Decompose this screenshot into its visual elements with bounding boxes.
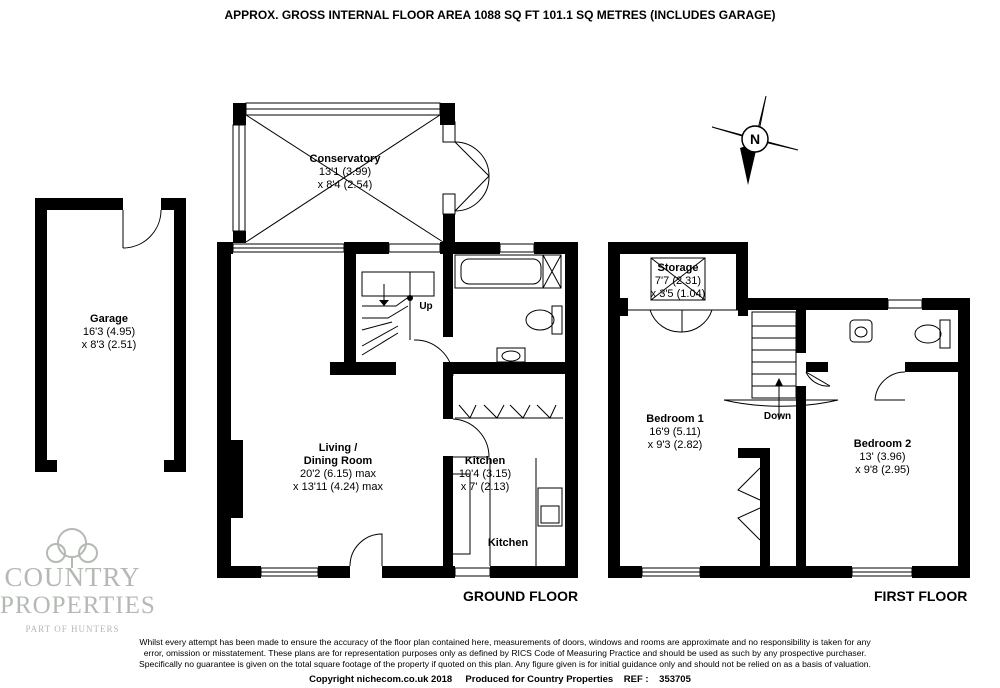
living-wall-left	[217, 242, 231, 578]
storage-label	[640, 262, 716, 301]
ensuite-wall	[905, 362, 958, 372]
wall-segment	[700, 566, 852, 578]
bathroom-wall-bottom	[443, 362, 578, 374]
disclaimer	[110, 637, 900, 670]
ref-label: REF :	[623, 674, 649, 685]
stairs-down-label: Down	[763, 411, 792, 422]
room-name: Bedroom 1	[646, 413, 704, 425]
ground-floor-label: GROUND FLOOR	[463, 588, 579, 604]
room-name: Dining Room	[303, 455, 373, 467]
bedroom1-label	[630, 413, 720, 452]
wardrobe-wall	[760, 448, 770, 566]
chimney-breast	[221, 440, 243, 518]
stair-arrows	[379, 295, 783, 386]
floor-area-heading: APPROX. GROSS INTERNAL FLOOR AREA 1088 SQ FT 101.1 SQ METRES (INCLUDES GARAGE)	[224, 8, 776, 22]
room-dimension: x 8'3 (2.51)	[81, 339, 137, 351]
room-dimension: 16'3 (4.95)	[82, 326, 136, 338]
disclaimer-line: Whilst every attempt has been made to ensure the accuracy of the floor plan contained here, measurements of doors, windows and rooms are approximate and no responsibility is taken for any	[139, 637, 871, 647]
wall-segment	[912, 566, 970, 578]
copyright-text: Copyright nichecom.co.uk 2018	[309, 674, 453, 685]
garage-label	[45, 313, 173, 352]
garage-wall-bottom-right	[164, 460, 186, 472]
footer	[0, 674, 1000, 685]
room-dimension: 16'9 (5.11)	[649, 426, 701, 438]
wall-segment	[736, 242, 748, 304]
wall-segment	[608, 566, 642, 578]
kitchen-wall-right	[565, 242, 578, 578]
up-arrow-icon	[775, 378, 783, 386]
stairs-up-label: Up	[419, 301, 433, 312]
room-dimension: 10'4 (3.15)	[458, 468, 512, 480]
brand-name-line2: PROPERTIES	[0, 592, 156, 619]
disclaimer-line: Specifically no guarantee is given on the total square footage of the property if quoted on this plan. Any figure given is for initial guidance only and should not be relied on as a basis of valuation.	[139, 659, 871, 669]
room-dimension: x 3'5 (1.04)	[650, 288, 706, 300]
room-dimension: x 9'3 (2.82)	[647, 439, 703, 451]
bedroom2-label	[835, 438, 930, 477]
garage-wall-right	[174, 198, 186, 472]
down-arrow-icon	[379, 300, 389, 306]
wardrobe-wall	[738, 448, 760, 458]
room-name: Bedroom 2	[853, 438, 912, 450]
produced-for-text: Produced for Country Properties	[465, 674, 614, 685]
wall-segment	[620, 298, 628, 316]
room-dimension: 20'2 (6.15) max	[299, 468, 377, 480]
room-name: Storage	[657, 262, 699, 274]
ensuite-wall	[806, 362, 828, 372]
garage-door-arc	[123, 210, 161, 248]
room-name: Kitchen	[464, 455, 506, 467]
wall-segment	[738, 298, 748, 316]
first-floor-wall-right	[958, 298, 970, 578]
stair-wall	[344, 242, 356, 375]
garage-wall-top	[35, 198, 123, 210]
conservatory-post	[443, 214, 455, 242]
first-floor-wall-top	[608, 242, 748, 254]
conservatory-post	[233, 231, 246, 243]
wall-segment	[217, 566, 261, 578]
fixtures	[123, 103, 950, 576]
room-name: Garage	[90, 313, 128, 325]
kitchen-label-secondary	[480, 537, 536, 550]
wall-segment	[318, 566, 350, 578]
kitchen-wall	[443, 374, 453, 419]
conservatory-label	[280, 153, 410, 192]
ref-number: 353705	[659, 674, 691, 685]
room-name: Kitchen	[487, 537, 529, 549]
brand-name-line1: COUNTRY	[4, 562, 141, 592]
wall-segment	[490, 566, 578, 578]
bathroom-wall	[443, 242, 453, 337]
room-name: Conservatory	[309, 153, 381, 165]
compass-north-letter: N	[749, 131, 761, 147]
living-room-label	[268, 442, 408, 494]
wall-segment	[217, 242, 233, 254]
wall-segment	[736, 298, 888, 310]
kitchen-label	[450, 455, 520, 494]
room-dimension: 13' (3.96)	[859, 451, 906, 463]
landing-wall	[796, 310, 806, 353]
stair-wall	[344, 362, 396, 375]
room-dimension: 13'1 (3.99)	[318, 166, 372, 178]
disclaimer-line: error, omission or misstatement. These plans are for representation purposes only as defined by RICS Code of Measuring Practice and should be used as such by any prospective purchaser.	[143, 648, 867, 658]
room-dimension: x 8'4 (2.54)	[317, 179, 373, 191]
room-dimension: x 13'11 (4.24) max	[293, 481, 383, 493]
first-floor-label: FIRST FLOOR	[874, 588, 968, 604]
conservatory-post	[233, 103, 246, 125]
brand-tagline: PART OF HUNTERS	[25, 624, 120, 634]
first-floor-wall-left	[608, 242, 620, 578]
room-dimension: 7'7 (2.31)	[654, 275, 702, 287]
walls	[35, 103, 970, 578]
room-name: Living /	[318, 442, 358, 454]
room-dimension: x 9'8 (2.95)	[855, 464, 910, 476]
room-dimension: x 7' (2.13)	[460, 481, 510, 493]
garage-wall-bottom-left	[35, 460, 57, 472]
